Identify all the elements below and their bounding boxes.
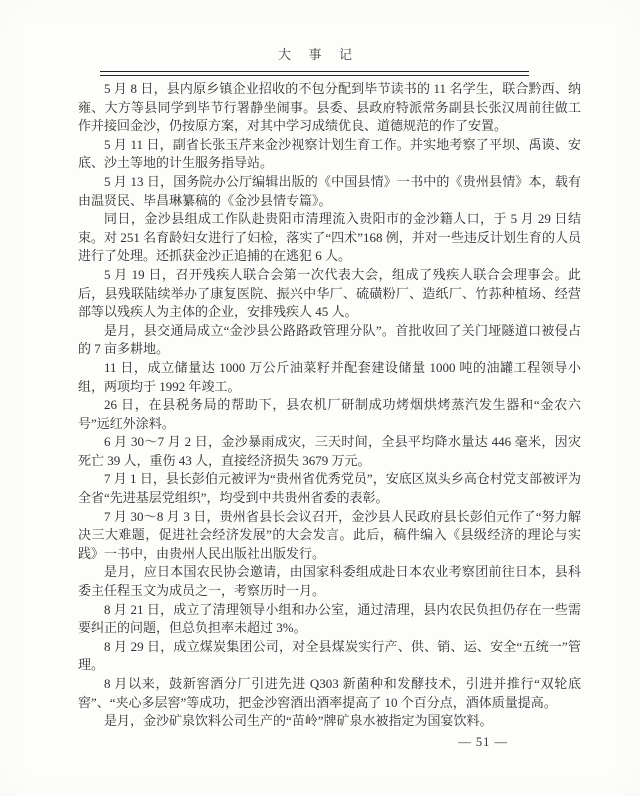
paragraph-16: 是月，金沙矿泉饮料公司生产的“苗岭”牌矿泉水被指定为国宴饮料。 xyxy=(104,713,493,729)
paragraph-14: 8 月 29 日，成立煤炭集团公司，对全县煤炭实行产、供、销、运、安全“五统一”管理。 xyxy=(78,638,581,673)
paragraph-11: 7 月 30～8 月 3 日，贵州省县长会议召开，金沙县人民政府县长彭伯元作了“努力解决三大难题，促进社会经济发展”的大会发言。此后，稿件编入《县级经济的理论与实践》一书中，由贵州人民出版社出版发行。 xyxy=(78,508,581,561)
paragraph-4: 同日，金沙县组成工作队赴贵阳市清理流入贵阳市的金沙籍人口，于 5 月 29 日结束。对 251 名育龄妇女进行了妇检，落实了“四术”168 例，并对一些违反计划生育的人员进行了处理。还抓获金沙正追捕的在逃犯 6 人。 xyxy=(78,211,581,264)
paragraph-1: 5 月 8 日，县内原乡镇企业招收的不包分配到毕节读书的 11 名学生，联合黔西、纳雍、大方等县同学到毕节行署静坐闹事。县委、县政府特派常务副县长张汉周前往做工作并接回金沙，仍按原方案，对其中学习成绩优良、道德规范的作了安置。 xyxy=(78,81,581,134)
paragraph-5: 5 月 19 日，召开残疾人联合会第一次代表大会，组成了残疾人联合会理事会。此后，县残联陆续举办了康复医院、振兴中华厂、硫磺粉厂、造纸厂、竹荪种植场、经营部等以残疾人为主体的企业，安排残疾人 45 人。 xyxy=(78,266,581,320)
paragraph-8: 26 日，在县税务局的帮助下，县农机厂研制成功烤烟烘烤蒸汽发生器和“金农六号”远红外涂料。 xyxy=(78,397,581,431)
header-rule xyxy=(100,71,529,76)
paragraph-15: 8 月以来，鼓新窖酒分厂引进先进 Q303 新菌种和发酵技术，引进并推行“双轮底窖”、“夹心多层窖”等成功，把金沙窖酒出酒率提高了 10 个百分点，酒体质量提高。 xyxy=(78,676,581,710)
page-number: — 51 — xyxy=(458,735,508,749)
paragraph-12: 是月，应日本国农民协会邀请，由国家科委组成赴日本农业考察团前往日本，县科委主任程玉文为成员之一，考察历时一月。 xyxy=(78,564,581,599)
paragraph-7: 11 日，成立储量达 1000 万公斤油菜籽并配套建设储量 1000 吨的油罐工程领导小组，两项均于 1992 年竣工。 xyxy=(78,359,581,394)
paragraph-6: 是月，县交通局成立“金沙县公路路政管理分队”。首批收回了关门垭隧道口被侵占的 7 亩多耕地。 xyxy=(78,322,581,357)
paragraph-9: 6 月 30～7 月 2 日，金沙暴雨成灾，三天时间，全县平均降水量达 446 毫米，因灾死亡 39 人，重伤 43 人，直接经济损失 3679 万元。 xyxy=(78,434,581,468)
paragraph-2: 5 月 11 日，副省长张玉芹来金沙视察计划生育工作。并实地考察了平坝、禹谟、安底、沙土等地的计生服务指导站。 xyxy=(78,136,581,171)
paragraph-13: 8 月 21 日，成立了清理领导小组和办公室，通过清理，县内农民负担仍存在一些需要纠正的问题，但总负担率未超过 3%。 xyxy=(78,601,581,636)
page-header-title: 大事记 xyxy=(277,47,370,62)
document-body xyxy=(78,80,581,731)
paragraph-10: 7 月 1 日，县长彭伯元被评为“贵州省优秀党员”，安底区岚头乡高仓村党支部被评为全省“先进基层党组织”，均受到中共贵州省委的表彰。 xyxy=(78,471,581,506)
paragraph-3: 5 月 13 日，国务院办公厅编辑出版的《中国县情》一书中的《贵州县情》本，载有由温贤民、毕昌琳纂稿的《金沙县情专篇》。 xyxy=(78,173,581,208)
